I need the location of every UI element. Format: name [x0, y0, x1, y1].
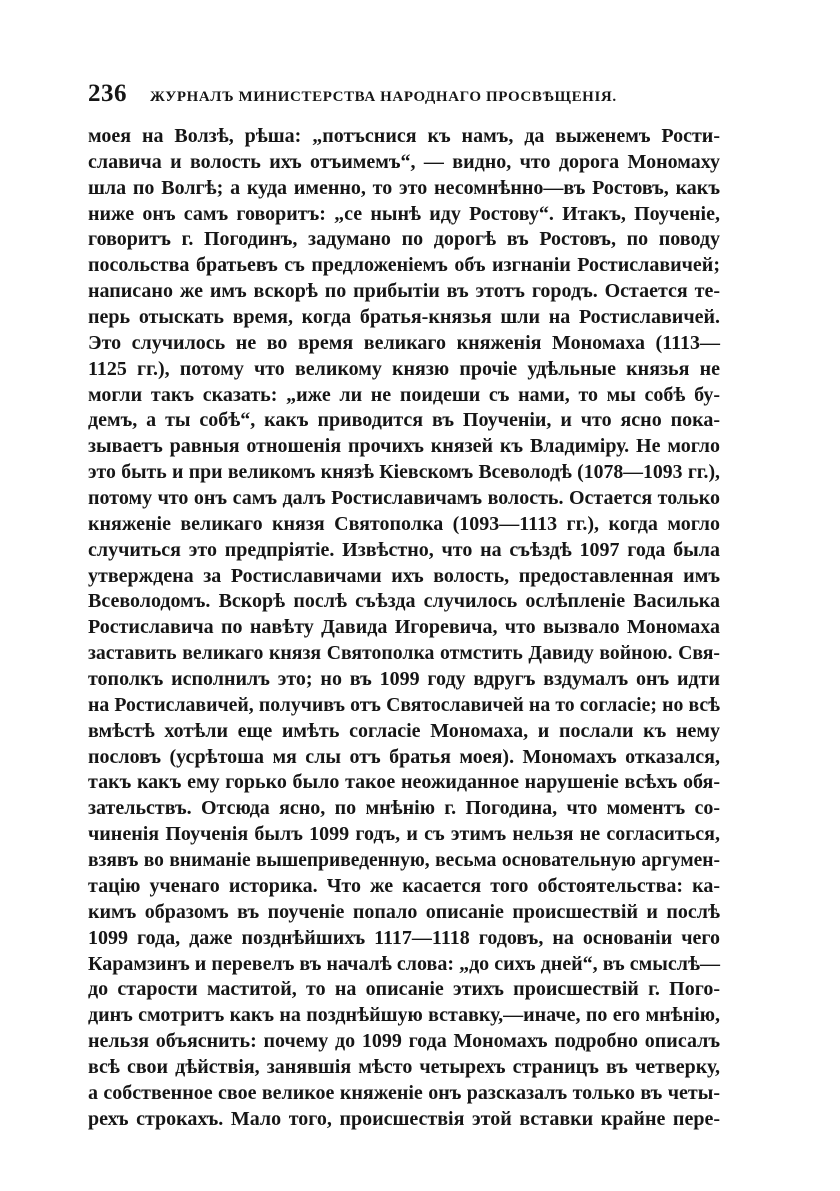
- text-line: шла по Волгѣ; а куда именно, то это несомнѣнно—въ Ростовъ, какъ: [88, 176, 720, 199]
- text-line: динъ смотритъ какъ на позднѣйшую вставку,—иначе, по его мнѣнію,: [88, 1004, 720, 1027]
- text-line: вмѣстѣ хотѣли еще имѣть согласіе Мономаха, и послали къ нему: [88, 719, 720, 742]
- text-line: кимъ образомъ въ поученіе попало описаніе происшествій и послѣ: [88, 900, 720, 923]
- text-line: это быть и при великомъ князѣ Кіевскомъ Всеволодѣ (1078—1093 гг.),: [88, 461, 720, 484]
- text-line: могли такъ сказать: „иже ли не поидеши съ нами, то мы собѣ бу-: [88, 383, 720, 406]
- text-line: нельзя объяснить: почему до 1099 года Мономахъ подробно описалъ: [88, 1030, 720, 1053]
- text-line: ниже онъ самъ говоритъ: „се нынѣ иду Ростову“. Итакъ, Поученіе,: [88, 202, 720, 225]
- text-line: 1099 года, даже позднѣйшихъ 1117—1118 годовъ, на основаніи чего: [88, 926, 720, 949]
- text-line: на Ростиславичей, получивъ отъ Святославичей на то согласіе; но всѣ: [88, 693, 720, 716]
- text-line: случиться это предпріятіе. Извѣстно, что на съѣздѣ 1097 года была: [88, 538, 720, 561]
- text-line: рехъ строкахъ. Мало того, происшествія этой вставки крайне пере-: [88, 1107, 720, 1130]
- text-line: чиненія Поученія былъ 1099 годъ, и съ этимъ нельзя не согласиться,: [88, 823, 720, 846]
- text-line: такъ какъ ему горько было такое неожиданное нарушеніе всѣхъ обя-: [88, 771, 720, 794]
- text-line: Карамзинъ и перевелъ въ началѣ слова: „до сихъ дней“, въ смыслѣ—: [88, 952, 720, 975]
- text-line: княженіе великаго князя Святополка (1093—1113 гг.), когда могло: [88, 512, 720, 535]
- text-line: тацію ученаго историка. Что же касается того обстоятельства: ка-: [88, 874, 720, 897]
- text-line: заставить великаго князя Святополка отмстить Давиду войною. Свя-: [88, 642, 720, 665]
- text-line: демъ, а ты собѣ“, какъ приводится въ Поученіи, и что ясно пока-: [88, 409, 720, 432]
- text-line: утверждена за Ростиславичами ихъ волость, предоставленная имъ: [88, 564, 720, 587]
- text-line: взявъ во вниманіе вышеприведенную, весьма основательную аргумен-: [88, 850, 720, 872]
- text-line: Всеволодомъ. Вскорѣ послѣ съѣзда случилось ослѣпленіе Василька: [88, 590, 720, 613]
- text-line: до старости маститой, то на описаніе этихъ происшествій г. Пого-: [88, 978, 720, 1001]
- text-line: всѣ свои дѣйствія, занявшія мѣсто четырехъ страницъ въ четверку,: [88, 1055, 720, 1078]
- text-line: тополкъ исполнилъ это; но въ 1099 году вдругъ вздумалъ онъ идти: [88, 668, 720, 691]
- page-number: 236: [88, 80, 127, 107]
- text-line: Ростиславича по навѣту Давида Игоревича, что вызвало Мономаха: [88, 616, 720, 639]
- text-line: славича и волость ихъ отъимемъ“, — видно, что дорога Мономаху: [88, 150, 720, 173]
- text-line: зываетъ равныя отношенія прочихъ князей къ Владиміру. Не могло: [88, 435, 720, 458]
- text-line: написано же имъ вскорѣ по прибытіи въ этотъ городъ. Остается те-: [88, 280, 720, 303]
- running-title: ЖУРНАЛЪ МИНИСТЕРСТВА НАРОДНАГО ПРОСВѢЩЕНІЯ.: [150, 89, 617, 105]
- text-line: а собственное свое великое княженіе онъ разсказалъ только въ четы-: [88, 1081, 720, 1104]
- text-line: говоритъ г. Погодинъ, задумано по дорогѣ въ Ростовъ, по поводу: [88, 228, 720, 251]
- page-header: [88, 80, 728, 110]
- body-text: [88, 124, 720, 1133]
- text-line: моея на Волзѣ, рѣша: „потъснися къ намъ, да выженемъ Рости-: [88, 125, 720, 147]
- text-line: пословъ (усрѣтоша мя слы отъ братья моея). Мономахъ отказался,: [88, 745, 720, 768]
- text-line: зательствъ. Отсюда ясно, по мнѣнію г. Погодина, что моментъ со-: [88, 797, 720, 820]
- text-line: Это случилось не во время великаго княженія Мономаха (1113—: [88, 331, 720, 354]
- text-line: 1125 гг.), потому что великому князю прочіе удѣльные князья не: [88, 357, 720, 380]
- text-line: потому что онъ самъ далъ Ростиславичамъ волость. Остается только: [88, 487, 720, 510]
- text-line: перь отыскать время, когда братья-князья шли на Ростиславичей.: [88, 306, 720, 329]
- text-line: посольства братьевъ съ предложеніемъ объ изгнаніи Ростиславичей;: [88, 254, 720, 277]
